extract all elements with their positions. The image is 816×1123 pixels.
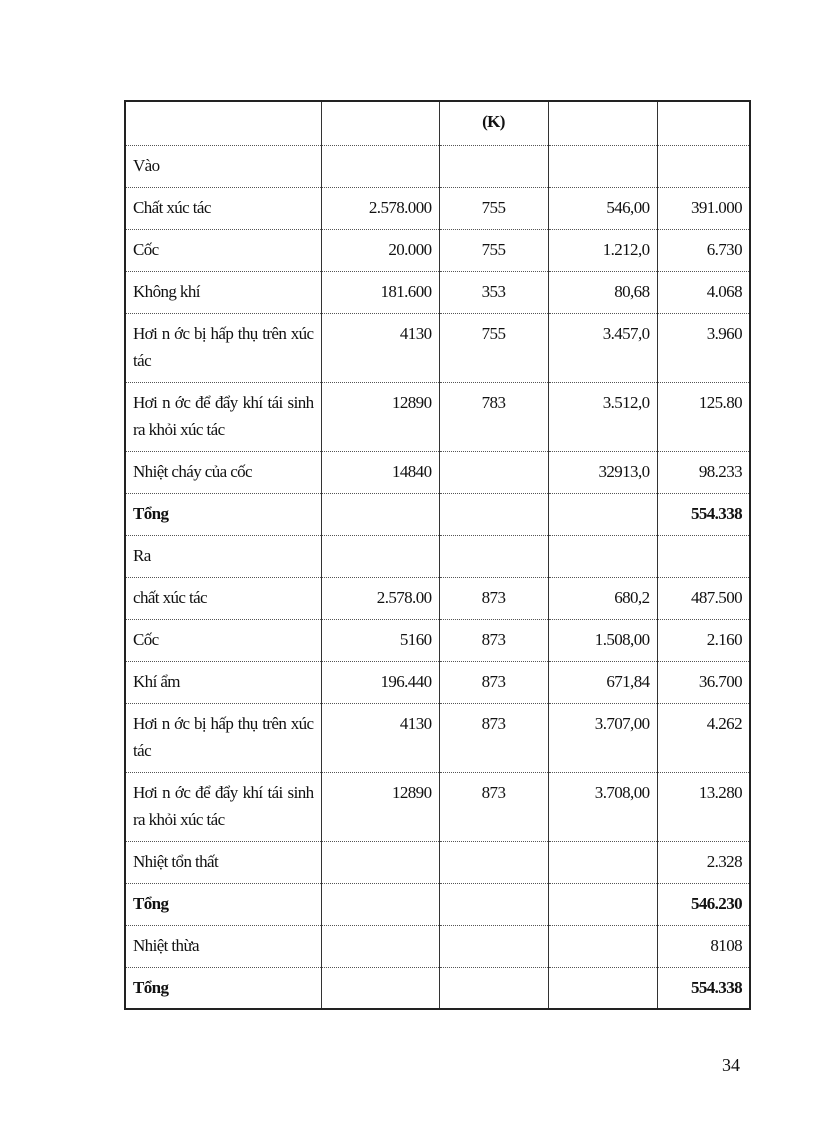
table-row (125, 313, 750, 382)
heat-cell (657, 145, 750, 187)
temperature-cell (439, 535, 548, 577)
enthalpy-cell (548, 493, 657, 535)
flow-cell (321, 883, 439, 925)
heat-cell: 6.730 (657, 229, 750, 271)
flow-cell (321, 145, 439, 187)
table-row (125, 619, 750, 661)
table-row (125, 967, 750, 1009)
enthalpy-cell: 680,2 (548, 577, 657, 619)
heat-cell (657, 535, 750, 577)
heat-cell: 554.338 (657, 967, 750, 1009)
enthalpy-cell (548, 925, 657, 967)
temperature-cell: 755 (439, 313, 548, 382)
row-label-cell: chất xúc tác (125, 577, 321, 619)
temperature-cell: 873 (439, 619, 548, 661)
table-row (125, 229, 750, 271)
header-cell (657, 101, 750, 145)
row-label-cell: Hơi n ớc bị hấp thụ trên xúc tác (125, 313, 321, 382)
row-label-cell: Nhiệt thừa (125, 925, 321, 967)
flow-cell: 4130 (321, 703, 439, 772)
enthalpy-cell: 671,84 (548, 661, 657, 703)
flow-cell: 196.440 (321, 661, 439, 703)
table-row (125, 187, 750, 229)
temperature-cell: 783 (439, 382, 548, 451)
enthalpy-cell: 546,00 (548, 187, 657, 229)
row-label-cell: Tổng (125, 967, 321, 1009)
row-label-cell: Nhiệt tổn thất (125, 841, 321, 883)
heat-cell: 2.328 (657, 841, 750, 883)
temperature-cell: 353 (439, 271, 548, 313)
flow-cell: 12890 (321, 772, 439, 841)
heat-cell: 2.160 (657, 619, 750, 661)
heat-cell: 487.500 (657, 577, 750, 619)
enthalpy-cell: 3.707,00 (548, 703, 657, 772)
enthalpy-cell: 3.708,00 (548, 772, 657, 841)
flow-cell (321, 841, 439, 883)
heat-cell: 3.960 (657, 313, 750, 382)
row-label-cell: Tổng (125, 883, 321, 925)
table-row (125, 841, 750, 883)
page-number: 34 (722, 1055, 740, 1075)
enthalpy-cell: 3.512,0 (548, 382, 657, 451)
table-body (125, 101, 750, 1009)
table-row (125, 925, 750, 967)
heat-cell: 13.280 (657, 772, 750, 841)
header-cell-temperature-unit: (K) (439, 101, 548, 145)
enthalpy-cell: 3.457,0 (548, 313, 657, 382)
flow-cell: 2.578.000 (321, 187, 439, 229)
enthalpy-cell (548, 967, 657, 1009)
table-row (125, 382, 750, 451)
row-label-cell: Hơi n ớc để đẩy khí tái sinh ra khỏi xúc tác (125, 382, 321, 451)
flow-cell (321, 967, 439, 1009)
enthalpy-cell: 80,68 (548, 271, 657, 313)
temperature-cell: 873 (439, 703, 548, 772)
row-label-cell: Khí ẩm (125, 661, 321, 703)
heat-cell: 8108 (657, 925, 750, 967)
table-row (125, 493, 750, 535)
flow-cell: 181.600 (321, 271, 439, 313)
table-row (125, 451, 750, 493)
temperature-cell (439, 883, 548, 925)
temperature-cell (439, 145, 548, 187)
heat-cell: 125.80 (657, 382, 750, 451)
enthalpy-cell: 1.212,0 (548, 229, 657, 271)
row-label-cell: Nhiệt cháy của cốc (125, 451, 321, 493)
heat-cell: 98.233 (657, 451, 750, 493)
heat-cell: 554.338 (657, 493, 750, 535)
enthalpy-cell (548, 841, 657, 883)
heat-balance-table (124, 100, 751, 1010)
temperature-cell (439, 967, 548, 1009)
header-cell (321, 101, 439, 145)
heat-cell: 4.068 (657, 271, 750, 313)
flow-cell (321, 535, 439, 577)
row-label-cell: Hơi n ớc bị hấp thụ trên xúc tác (125, 703, 321, 772)
enthalpy-cell: 32913,0 (548, 451, 657, 493)
header-cell (548, 101, 657, 145)
table-row (125, 883, 750, 925)
temperature-cell (439, 925, 548, 967)
temperature-cell (439, 493, 548, 535)
heat-balance-table-wrapper (124, 100, 749, 1010)
table-row (125, 703, 750, 772)
table-row (125, 772, 750, 841)
heat-cell: 36.700 (657, 661, 750, 703)
table-row (125, 145, 750, 187)
row-label-cell: Không khí (125, 271, 321, 313)
flow-cell (321, 493, 439, 535)
flow-cell (321, 925, 439, 967)
enthalpy-cell (548, 145, 657, 187)
row-label-cell: Cốc (125, 229, 321, 271)
temperature-cell (439, 451, 548, 493)
header-row (125, 101, 750, 145)
table-row (125, 535, 750, 577)
row-label-cell: Ra (125, 535, 321, 577)
flow-cell: 2.578.00 (321, 577, 439, 619)
flow-cell: 5160 (321, 619, 439, 661)
row-label-cell: Tổng (125, 493, 321, 535)
row-label-cell: Hơi n ớc để đẩy khí tái sinh ra khỏi xúc tác (125, 772, 321, 841)
heat-cell: 391.000 (657, 187, 750, 229)
temperature-cell: 755 (439, 187, 548, 229)
temperature-cell (439, 841, 548, 883)
enthalpy-cell (548, 535, 657, 577)
enthalpy-cell: 1.508,00 (548, 619, 657, 661)
table-row (125, 661, 750, 703)
temperature-cell: 755 (439, 229, 548, 271)
row-label-cell: Chất xúc tác (125, 187, 321, 229)
enthalpy-cell (548, 883, 657, 925)
table-row (125, 271, 750, 313)
temperature-cell: 873 (439, 661, 548, 703)
temperature-cell: 873 (439, 577, 548, 619)
temperature-cell: 873 (439, 772, 548, 841)
table-row (125, 577, 750, 619)
flow-cell: 14840 (321, 451, 439, 493)
row-label-cell: Vào (125, 145, 321, 187)
flow-cell: 4130 (321, 313, 439, 382)
row-label-cell: Cốc (125, 619, 321, 661)
flow-cell: 12890 (321, 382, 439, 451)
heat-cell: 546.230 (657, 883, 750, 925)
header-cell (125, 101, 321, 145)
flow-cell: 20.000 (321, 229, 439, 271)
heat-cell: 4.262 (657, 703, 750, 772)
